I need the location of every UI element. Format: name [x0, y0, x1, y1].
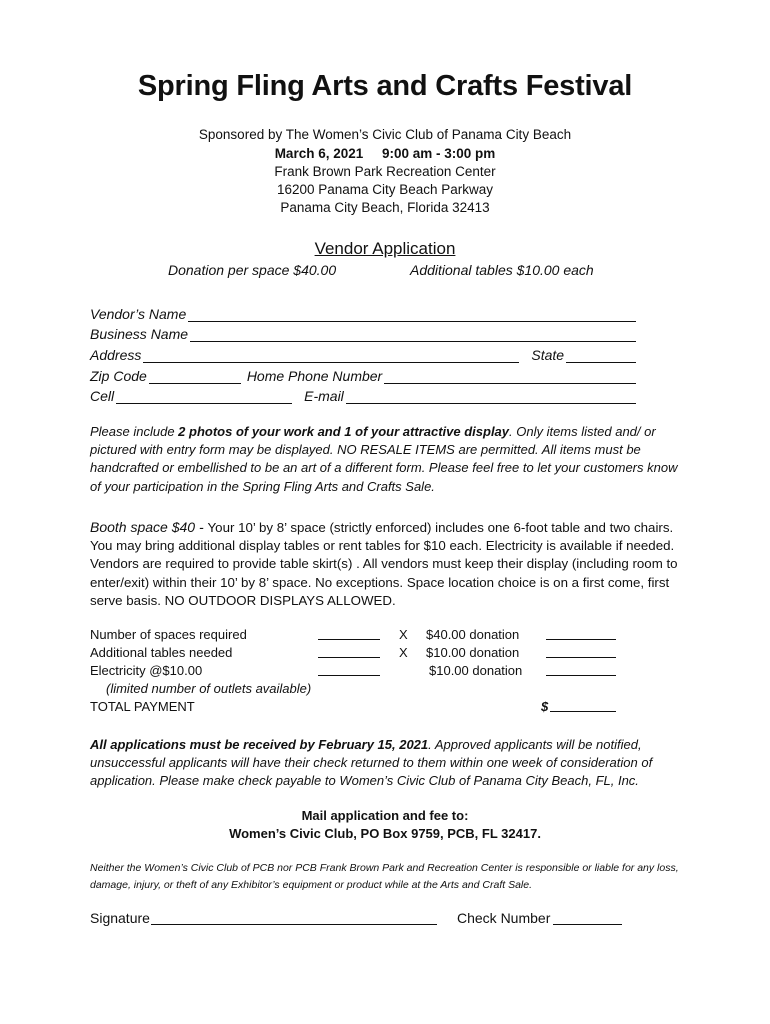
- email-label: E-mail: [304, 388, 344, 404]
- booth-paragraph: [90, 518, 690, 610]
- tables-amount-field[interactable]: [546, 645, 616, 658]
- zip-code-field[interactable]: [149, 370, 241, 384]
- address-label: Address: [90, 347, 142, 363]
- booth-para-body: Your 10’ by 8’ space (strictly enforced) includes one 6-foot table and two chairs. You may bring additional display tables or rent tables for $10 each. Electricity is available if needed. Vendors are required to provide table skirt(s) . All vendors must keep their display (including room to enter/exit) within their 10’ by 8’ space. No exceptions. Space location choice is on a first come, first serve basis. NO OUTDOOR DISPLAYS ALLOWED.: [90, 520, 678, 608]
- tables-x: X: [399, 645, 408, 660]
- date-time-line: March 6, 2021 9:00 am - 3:00 pm: [274, 146, 496, 161]
- check-number-label: Check Number: [457, 910, 551, 926]
- spaces-label: Number of spaces required: [90, 627, 247, 642]
- spaces-qty-field[interactable]: [318, 627, 380, 640]
- tables-row: [90, 645, 650, 663]
- deadline-para-post: . Approved applicants will be notified, unsuccessful applicants will have their check returned to them within one week of consideration of application. Please make check payable to Women’s Civic Club of Panama City Beach, FL, Inc.: [90, 737, 653, 789]
- zip-code-label: Zip Code: [90, 368, 147, 384]
- check-number-field[interactable]: [553, 910, 622, 925]
- state-field[interactable]: [566, 349, 636, 363]
- spaces-row: [90, 627, 650, 645]
- vendor-name-row: [90, 302, 636, 322]
- deadline-paragraph: [90, 736, 690, 791]
- vendor-name-label: Vendor’s Name: [90, 306, 187, 322]
- spaces-x: X: [399, 627, 408, 642]
- electricity-row: [90, 663, 650, 681]
- spaces-amount-field[interactable]: [546, 627, 616, 640]
- signature-field[interactable]: [151, 910, 437, 925]
- tables-price: $10.00 donation: [426, 645, 520, 660]
- sponsor-line: Sponsored by The Women’s Civic Club of Panama City Beach: [198, 127, 572, 142]
- zip-phone-row: [90, 364, 636, 384]
- page-title: Spring Fling Arts and Crafts Festival: [137, 70, 633, 102]
- tables-qty-field[interactable]: [318, 645, 380, 658]
- signature-row: [90, 910, 630, 930]
- venue-line: Frank Brown Park Recreation Center: [274, 164, 496, 179]
- vendor-application-heading: Vendor Application: [314, 239, 456, 258]
- cell-email-row: [90, 384, 636, 404]
- mail-address: Women’s Civic Club, PO Box 9759, PCB, FL 32417.: [229, 826, 541, 841]
- electricity-price: $10.00 donation: [429, 663, 523, 678]
- electricity-amount-field[interactable]: [546, 663, 616, 676]
- signature-label: Signature: [90, 910, 150, 926]
- photos-para-pre: Please include: [90, 424, 179, 439]
- total-label: TOTAL PAYMENT: [90, 699, 195, 714]
- additional-tables-price: Additional tables $10.00 each: [410, 262, 594, 278]
- mail-instruction: Mail application and fee to:: [301, 808, 469, 823]
- donation-per-space: Donation per space $40.00: [168, 262, 337, 278]
- photos-paragraph: [90, 423, 690, 496]
- address-row: [90, 343, 636, 363]
- photos-para-post: . Only items listed and/ or pictured with entry form may be displayed. NO RESALE ITEMS are permitted. All items must be handcrafted or embellished to be an art of a different form. Please feel free to let your customers know of your participation in the Spring Fling Arts and Crafts Sale.: [90, 424, 678, 494]
- home-phone-field[interactable]: [384, 370, 636, 384]
- spaces-price: $40.00 donation: [426, 627, 520, 642]
- state-label: State: [531, 347, 565, 363]
- total-row: [90, 699, 650, 717]
- cell-label: Cell: [90, 388, 115, 404]
- outlets-note: (limited number of outlets available): [106, 681, 312, 696]
- business-name-row: [90, 322, 636, 342]
- city-line: Panama City Beach, Florida 32413: [280, 200, 490, 215]
- liability-disclaimer: Neither the Women’s Civic Club of PCB nor PCB Frank Brown Park and Recreation Center is responsible or liable for any loss, damage, injury, or theft of any Exhibitor’s equipment or product while at the Arts and Craft Sale.: [90, 862, 679, 891]
- outlets-note-row: [90, 681, 650, 699]
- total-dollar-sign: $: [541, 699, 549, 714]
- email-field[interactable]: [346, 390, 636, 404]
- cell-field[interactable]: [116, 390, 292, 404]
- tables-label: Additional tables needed: [90, 645, 233, 660]
- address-field[interactable]: [143, 349, 519, 363]
- deadline-para-bold: All applications must be received by February 15, 2021: [90, 737, 429, 752]
- street-line: 16200 Panama City Beach Parkway: [276, 182, 494, 197]
- vendor-name-field[interactable]: [188, 308, 636, 322]
- total-amount-field[interactable]: [550, 699, 616, 712]
- photos-para-bold: 2 photos of your work and 1 of your attractive display: [178, 424, 510, 439]
- business-name-field[interactable]: [190, 328, 636, 342]
- home-phone-label: Home Phone Number: [246, 368, 383, 384]
- electricity-qty-field[interactable]: [318, 663, 380, 676]
- business-name-label: Business Name: [90, 326, 189, 342]
- electricity-label: Electricity @$10.00: [90, 663, 203, 678]
- booth-para-lead: Booth space $40 -: [90, 519, 208, 535]
